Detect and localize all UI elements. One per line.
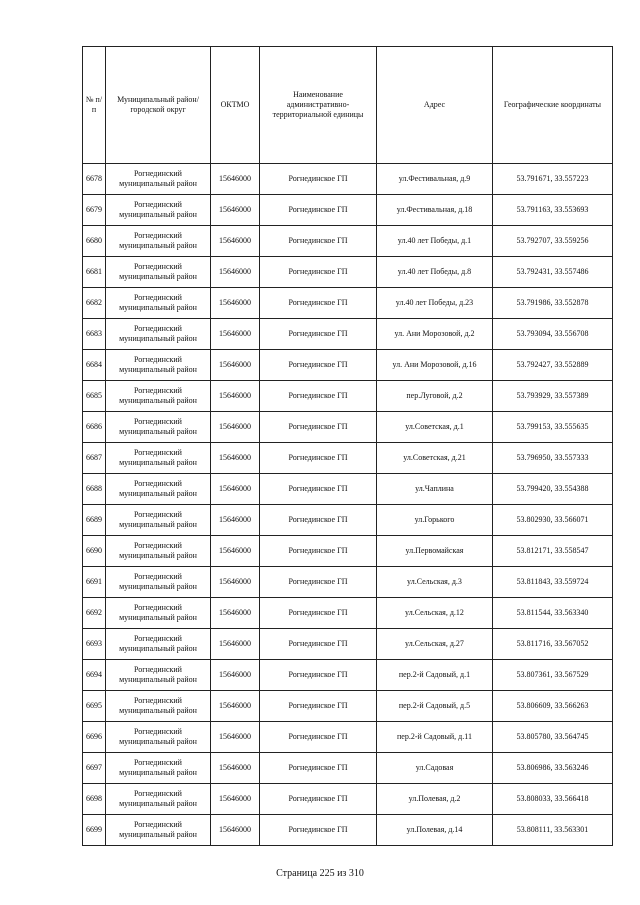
table-row (83, 753, 613, 784)
table-row (83, 319, 613, 350)
cell-district: Рогнединский муниципальный район (106, 443, 211, 474)
cell-number: 6687 (83, 443, 106, 474)
cell-oktmo: 15646000 (211, 629, 260, 660)
address-table (82, 46, 613, 846)
cell-admin-unit: Рогнединское ГП (260, 257, 377, 288)
cell-number: 6685 (83, 381, 106, 412)
cell-district: Рогнединский муниципальный район (106, 288, 211, 319)
cell-number: 6683 (83, 319, 106, 350)
cell-number: 6689 (83, 505, 106, 536)
cell-oktmo: 15646000 (211, 753, 260, 784)
cell-admin-unit: Рогнединское ГП (260, 474, 377, 505)
cell-oktmo: 15646000 (211, 784, 260, 815)
cell-number: 6679 (83, 195, 106, 226)
cell-district: Рогнединский муниципальный район (106, 257, 211, 288)
cell-coordinates: 53.799420, 33.554388 (493, 474, 613, 505)
table-row (83, 257, 613, 288)
cell-address: пер.2-й Садовый, д.11 (377, 722, 493, 753)
table-row (83, 660, 613, 691)
cell-oktmo: 15646000 (211, 598, 260, 629)
cell-number: 6678 (83, 164, 106, 195)
cell-admin-unit: Рогнединское ГП (260, 784, 377, 815)
table-row (83, 350, 613, 381)
cell-district: Рогнединский муниципальный район (106, 722, 211, 753)
cell-coordinates: 53.812171, 33.558547 (493, 536, 613, 567)
cell-coordinates: 53.811544, 33.563340 (493, 598, 613, 629)
cell-district: Рогнединский муниципальный район (106, 598, 211, 629)
cell-district: Рогнединский муниципальный район (106, 319, 211, 350)
cell-number: 6697 (83, 753, 106, 784)
cell-oktmo: 15646000 (211, 443, 260, 474)
cell-address: ул.Сельская, д.12 (377, 598, 493, 629)
cell-coordinates: 53.808033, 33.566418 (493, 784, 613, 815)
cell-admin-unit: Рогнединское ГП (260, 505, 377, 536)
cell-admin-unit: Рогнединское ГП (260, 815, 377, 846)
cell-address: ул.Первомайская (377, 536, 493, 567)
cell-district: Рогнединский муниципальный район (106, 226, 211, 257)
header-address: Адрес (377, 47, 493, 164)
cell-district: Рогнединский муниципальный район (106, 536, 211, 567)
table-row (83, 195, 613, 226)
cell-number: 6691 (83, 567, 106, 598)
cell-district: Рогнединский муниципальный район (106, 753, 211, 784)
cell-address: ул.Горького (377, 505, 493, 536)
page-number: Страница 225 из 310 (276, 868, 364, 879)
cell-oktmo: 15646000 (211, 164, 260, 195)
header-oktmo: ОКТМО (211, 47, 260, 164)
table-row (83, 505, 613, 536)
table-row (83, 288, 613, 319)
cell-address: ул. Ани Морозовой, д.16 (377, 350, 493, 381)
table-row (83, 443, 613, 474)
cell-oktmo: 15646000 (211, 319, 260, 350)
cell-admin-unit: Рогнединское ГП (260, 536, 377, 567)
cell-district: Рогнединский муниципальный район (106, 474, 211, 505)
cell-district: Рогнединский муниципальный район (106, 350, 211, 381)
table-row (83, 164, 613, 195)
cell-number: 6695 (83, 691, 106, 722)
cell-district: Рогнединский муниципальный район (106, 660, 211, 691)
cell-coordinates: 53.811843, 33.559724 (493, 567, 613, 598)
cell-admin-unit: Рогнединское ГП (260, 381, 377, 412)
cell-admin-unit: Рогнединское ГП (260, 443, 377, 474)
cell-oktmo: 15646000 (211, 815, 260, 846)
cell-address: ул.40 лет Победы, д.23 (377, 288, 493, 319)
cell-admin-unit: Рогнединское ГП (260, 288, 377, 319)
cell-coordinates: 53.792431, 33.557486 (493, 257, 613, 288)
table-row (83, 567, 613, 598)
cell-coordinates: 53.792707, 33.559256 (493, 226, 613, 257)
cell-oktmo: 15646000 (211, 288, 260, 319)
cell-admin-unit: Рогнединское ГП (260, 722, 377, 753)
cell-district: Рогнединский муниципальный район (106, 412, 211, 443)
cell-oktmo: 15646000 (211, 567, 260, 598)
cell-address: ул.Советская, д.1 (377, 412, 493, 443)
cell-coordinates: 53.808111, 33.563301 (493, 815, 613, 846)
cell-oktmo: 15646000 (211, 257, 260, 288)
cell-number: 6690 (83, 536, 106, 567)
cell-district: Рогнединский муниципальный район (106, 164, 211, 195)
cell-number: 6692 (83, 598, 106, 629)
cell-district: Рогнединский муниципальный район (106, 567, 211, 598)
cell-district: Рогнединский муниципальный район (106, 505, 211, 536)
cell-oktmo: 15646000 (211, 536, 260, 567)
cell-address: ул.Полевая, д.14 (377, 815, 493, 846)
cell-address: ул.Советская, д.21 (377, 443, 493, 474)
cell-district: Рогнединский муниципальный район (106, 381, 211, 412)
cell-address: ул.Фестивальная, д.18 (377, 195, 493, 226)
cell-address: ул. Ани Морозовой, д.2 (377, 319, 493, 350)
cell-address: ул.40 лет Победы, д.1 (377, 226, 493, 257)
cell-number: 6693 (83, 629, 106, 660)
table-row (83, 412, 613, 443)
table-row (83, 381, 613, 412)
cell-admin-unit: Рогнединское ГП (260, 598, 377, 629)
cell-address: пер.Луговой, д.2 (377, 381, 493, 412)
cell-address: ул.Полевая, д.2 (377, 784, 493, 815)
cell-admin-unit: Рогнединское ГП (260, 691, 377, 722)
cell-number: 6686 (83, 412, 106, 443)
header-district: Муниципальный район/городской округ (106, 47, 211, 164)
cell-admin-unit: Рогнединское ГП (260, 567, 377, 598)
cell-number: 6698 (83, 784, 106, 815)
header-number: № п/п (83, 47, 106, 164)
table-header-row (83, 47, 613, 164)
cell-admin-unit: Рогнединское ГП (260, 195, 377, 226)
cell-oktmo: 15646000 (211, 505, 260, 536)
cell-address: ул.Садовая (377, 753, 493, 784)
cell-address: пер.2-й Садовый, д.5 (377, 691, 493, 722)
cell-oktmo: 15646000 (211, 660, 260, 691)
cell-number: 6684 (83, 350, 106, 381)
cell-admin-unit: Рогнединское ГП (260, 226, 377, 257)
cell-number: 6680 (83, 226, 106, 257)
cell-coordinates: 53.807361, 33.567529 (493, 660, 613, 691)
header-admin-unit: Наименование административно-территориальной единицы (260, 47, 377, 164)
cell-coordinates: 53.799153, 33.555635 (493, 412, 613, 443)
cell-oktmo: 15646000 (211, 474, 260, 505)
cell-coordinates: 53.806986, 33.563246 (493, 753, 613, 784)
cell-admin-unit: Рогнединское ГП (260, 319, 377, 350)
cell-number: 6682 (83, 288, 106, 319)
cell-district: Рогнединский муниципальный район (106, 629, 211, 660)
cell-oktmo: 15646000 (211, 226, 260, 257)
cell-oktmo: 15646000 (211, 691, 260, 722)
cell-coordinates: 53.802930, 33.566071 (493, 505, 613, 536)
cell-coordinates: 53.793094, 33.556708 (493, 319, 613, 350)
cell-oktmo: 15646000 (211, 412, 260, 443)
cell-oktmo: 15646000 (211, 381, 260, 412)
table-row (83, 629, 613, 660)
cell-address: ул.Сельская, д.3 (377, 567, 493, 598)
cell-address: ул.Чаплина (377, 474, 493, 505)
cell-district: Рогнединский муниципальный район (106, 784, 211, 815)
cell-admin-unit: Рогнединское ГП (260, 753, 377, 784)
cell-coordinates: 53.791163, 33.553693 (493, 195, 613, 226)
cell-address: пер.2-й Садовый, д.1 (377, 660, 493, 691)
cell-admin-unit: Рогнединское ГП (260, 660, 377, 691)
table-row (83, 474, 613, 505)
cell-address: ул.Сельская, д.27 (377, 629, 493, 660)
cell-coordinates: 53.793929, 33.557389 (493, 381, 613, 412)
table-body (83, 164, 613, 846)
table-row (83, 598, 613, 629)
cell-number: 6696 (83, 722, 106, 753)
cell-number: 6694 (83, 660, 106, 691)
cell-coordinates: 53.791671, 33.557223 (493, 164, 613, 195)
cell-admin-unit: Рогнединское ГП (260, 412, 377, 443)
cell-coordinates: 53.796950, 33.557333 (493, 443, 613, 474)
table-row (83, 226, 613, 257)
cell-oktmo: 15646000 (211, 722, 260, 753)
cell-oktmo: 15646000 (211, 350, 260, 381)
cell-district: Рогнединский муниципальный район (106, 195, 211, 226)
cell-coordinates: 53.805780, 33.564745 (493, 722, 613, 753)
cell-coordinates: 53.811716, 33.567052 (493, 629, 613, 660)
table-row (83, 691, 613, 722)
table-row (83, 815, 613, 846)
cell-number: 6699 (83, 815, 106, 846)
cell-admin-unit: Рогнединское ГП (260, 164, 377, 195)
cell-address: ул.40 лет Победы, д.8 (377, 257, 493, 288)
cell-coordinates: 53.792427, 33.552889 (493, 350, 613, 381)
table-row (83, 784, 613, 815)
cell-number: 6681 (83, 257, 106, 288)
cell-number: 6688 (83, 474, 106, 505)
cell-oktmo: 15646000 (211, 195, 260, 226)
cell-district: Рогнединский муниципальный район (106, 815, 211, 846)
header-coordinates: Географические координаты (493, 47, 613, 164)
cell-coordinates: 53.791986, 33.552878 (493, 288, 613, 319)
table-row (83, 536, 613, 567)
cell-admin-unit: Рогнединское ГП (260, 629, 377, 660)
cell-district: Рогнединский муниципальный район (106, 691, 211, 722)
table-row (83, 722, 613, 753)
cell-admin-unit: Рогнединское ГП (260, 350, 377, 381)
cell-coordinates: 53.806609, 33.566263 (493, 691, 613, 722)
cell-address: ул.Фестивальная, д.9 (377, 164, 493, 195)
